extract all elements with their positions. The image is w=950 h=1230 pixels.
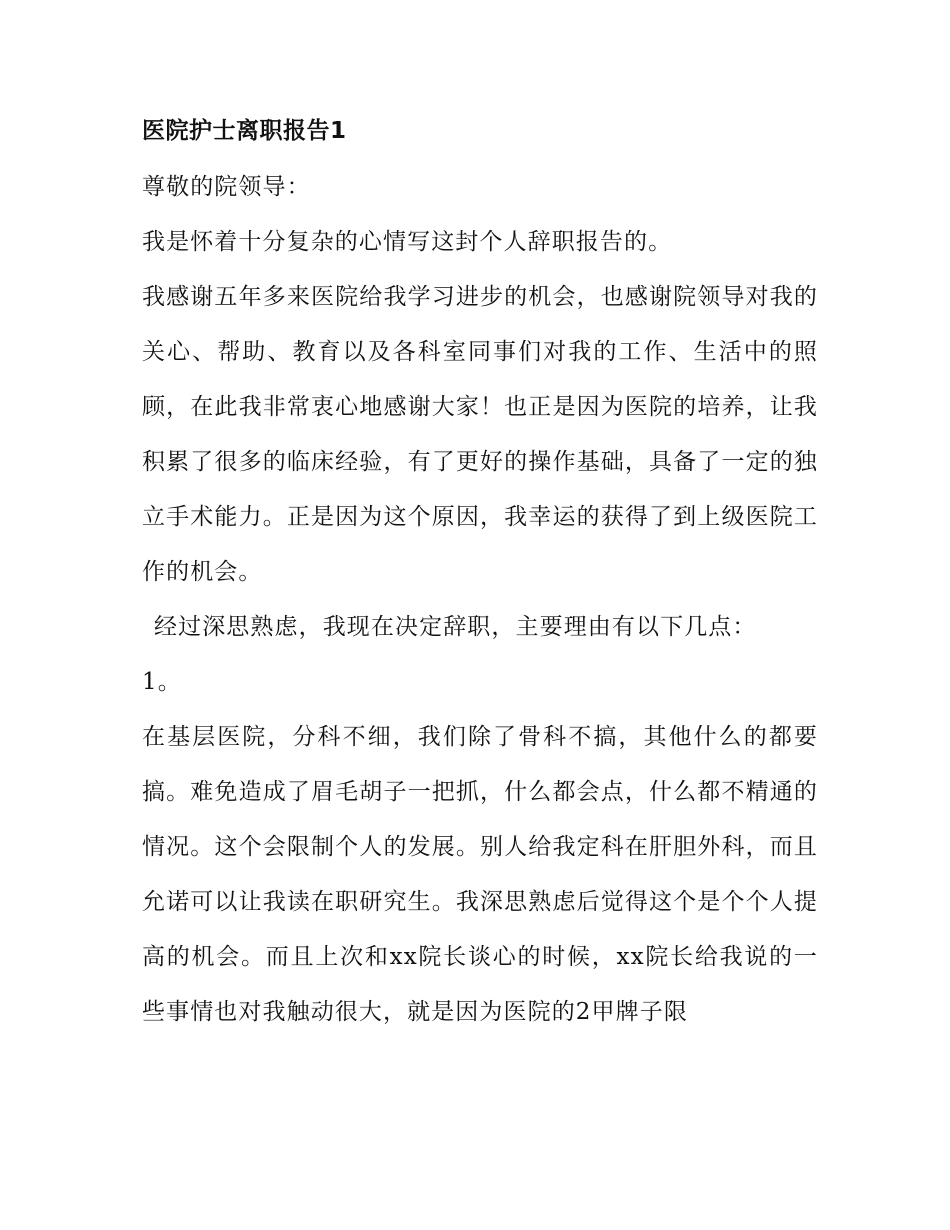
reason-number-1: 1。 [142, 669, 182, 695]
gratitude-paragraph: 我感谢五年多来医院给我学习进步的机会，也感谢院领导对我的关心、帮助、教育以及各科室同事们对我的工作、生活中的照顾，在此我非常衷心地感谢大家！也正是因为医院的培养，让我积累了很多的临床经验，有了更好的操作基础，具备了一定的独立手术能力。正是因为这个原因，我幸运的获得了到上级医院工作的机会。 [142, 284, 818, 585]
document-title: 医院护士离职报告1 [142, 118, 347, 144]
opening-paragraph: 我是怀着十分复杂的心情写这封个人辞职报告的。 [142, 229, 673, 255]
reasons-intro-paragraph: 经过深思熟虑，我现在决定辞职，主要理由有以下几点： [154, 614, 757, 640]
reason-1-paragraph: 在基层医院，分科不细，我们除了骨科不搞，其他什么的都要搞。难免造成了眉毛胡子一把抓，什么都会点，什么都不精通的情况。这个会限制个人的发展。别人给我定科在肝胆外科，而且允诺可以让我读在职研究生。我深思熟虑后觉得这个是个个人提高的机会。而且上次和xx院长谈心的时候，xx院长给我说的一些事情也对我触动很大，就是因为医院的2甲牌子限 [142, 724, 818, 1025]
salutation: 尊敬的院领导： [142, 174, 311, 200]
document-page [142, 108, 818, 1040]
